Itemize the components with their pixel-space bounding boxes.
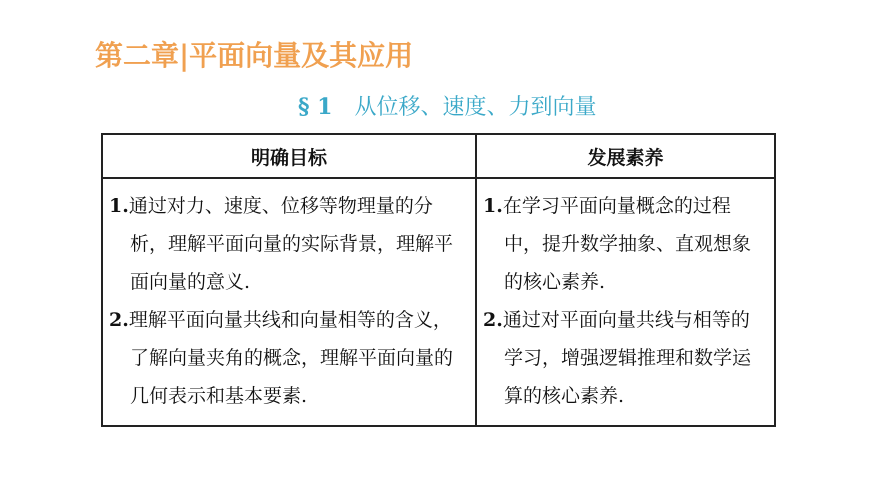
- section-name: 从位移、速度、力到向量: [354, 95, 597, 120]
- item-text: 通过对平面向量共线与相等的学习，增强逻辑推理和数学运算的核心素养.: [502, 309, 752, 407]
- table-row: [102, 178, 775, 426]
- header-goals: 明确目标: [102, 134, 476, 178]
- list-item: [483, 301, 768, 415]
- list-item: [109, 301, 469, 415]
- item-number: 1.: [483, 195, 503, 217]
- list-item: [483, 187, 768, 301]
- list-item: [109, 187, 469, 301]
- item-number: 2.: [109, 309, 129, 331]
- item-number: 2.: [483, 309, 503, 331]
- header-literacy: 发展素养: [476, 134, 775, 178]
- item-text: 理解平面向量共线和向量相等的含义，了解向量夹角的概念，理解平面向量的几何表示和基本要素.: [128, 309, 454, 407]
- section-number: § 1: [298, 94, 333, 120]
- goals-cell: [102, 178, 476, 426]
- section-title: [298, 90, 597, 121]
- item-number: 1.: [109, 195, 129, 217]
- item-text: 在学习平面向量概念的过程中，提升数学抽象、直观想象的核心素养.: [502, 195, 752, 293]
- item-text: 通过对力、速度、位移等物理量的分析，理解平面向量的实际背景，理解平面向量的意义.: [128, 195, 454, 293]
- table-header-row: [102, 134, 775, 178]
- goals-table: [101, 133, 776, 427]
- chapter-title: 第二章|平面向量及其应用: [95, 39, 414, 72]
- literacy-cell: [476, 178, 775, 426]
